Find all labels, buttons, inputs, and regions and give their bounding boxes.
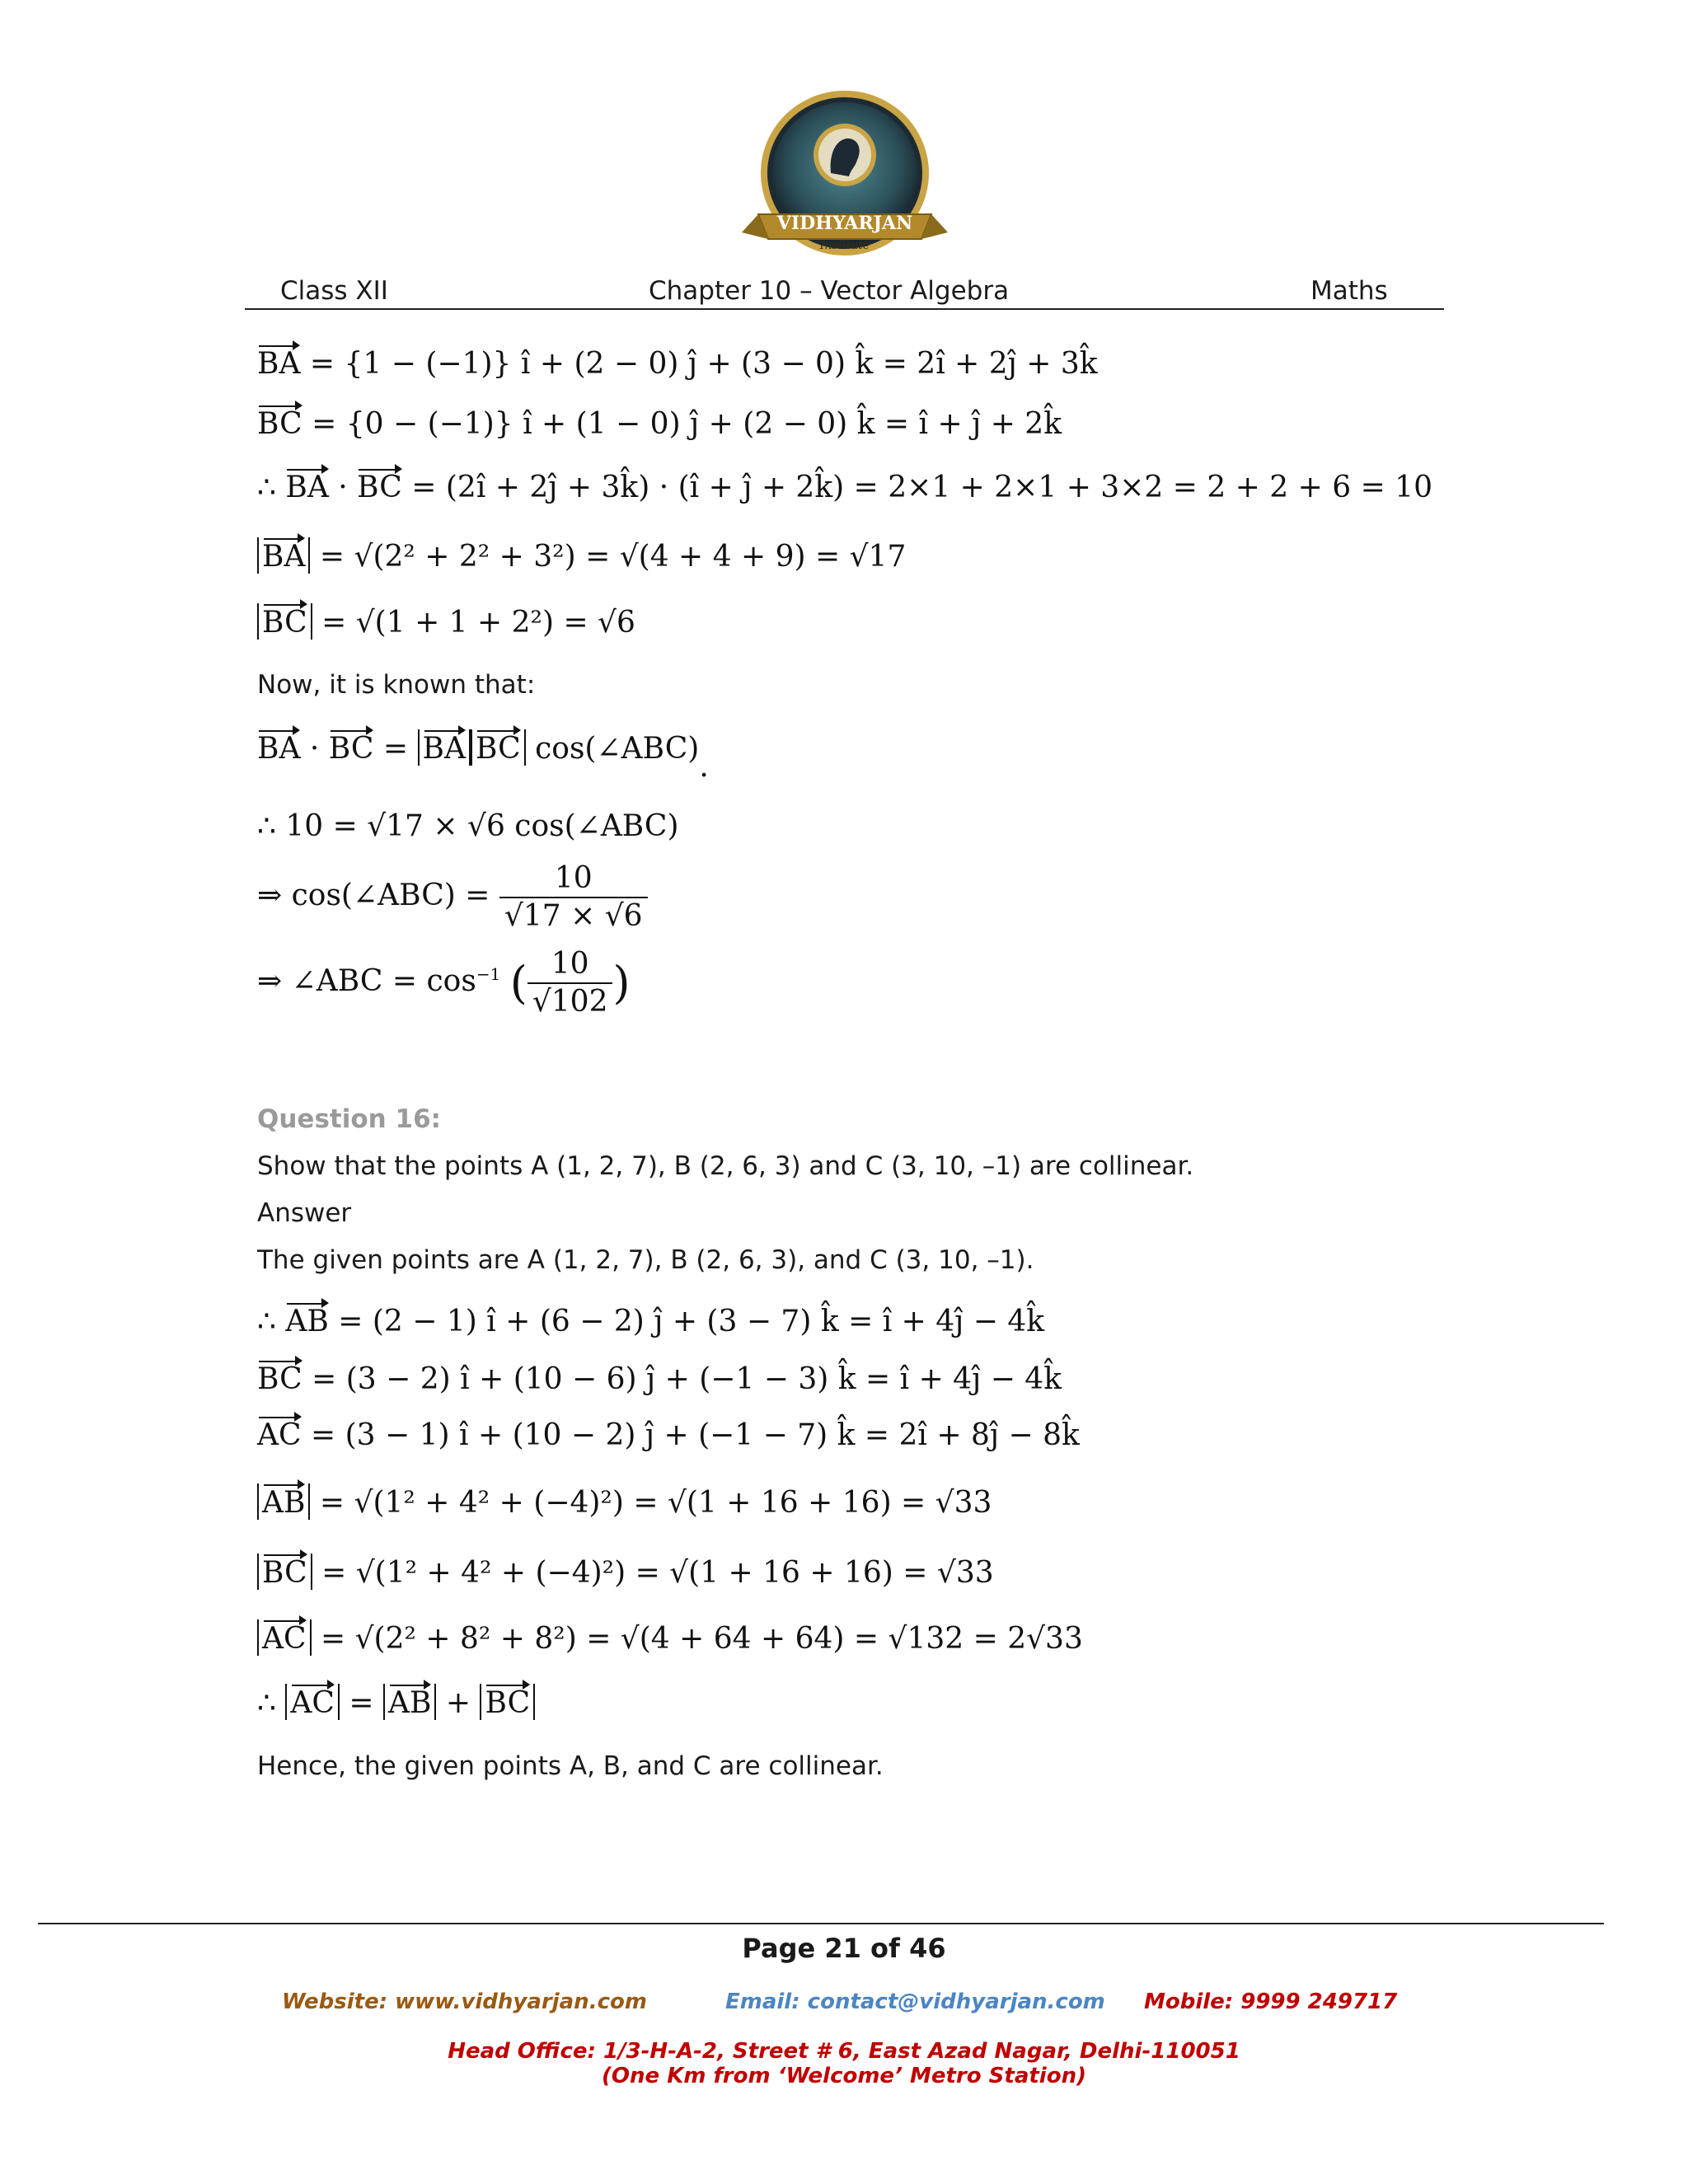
eq-cos-abc: ⇒ cos(∠ABC) = $\frac{10}{√17 \times √6}$ (257, 864, 648, 931)
footer-landmark: (One Km from ‘Welcome’ Metro Station) (602, 2064, 1086, 2088)
fraction-cos: $\frac{10}{√17 \times √6}$ (499, 864, 648, 931)
eq-magnitude-ac: AC = √(2² + 8² + 8²) = √(4 + 64 + 64) = √132 = 2√33 (257, 1619, 1083, 1656)
header-class: Class XII (280, 276, 388, 306)
eq-dot-product: ∴ BA · BC = (2î + 2ĵ + 3k̂) · (î + ĵ + 2k̂) = 2×1 + 2×1 + 3×2 = 2 + 2 + 6 = 10 (257, 471, 1432, 504)
fraction-angle: $\frac{10}{√102}$ (528, 949, 613, 1017)
eq-dot-formula: BA · BC = BA BC cos(∠ABC). (257, 729, 709, 766)
footer-website[interactable]: Website: www.vidhyarjan.com (282, 1990, 647, 2014)
header-divider (245, 308, 1444, 310)
eq-ac-components: AC = (3 − 1) î + (10 − 2) ĵ + (−1 − 7) k̂ = 2î + 8ĵ − 8k̂ (257, 1418, 1080, 1452)
logo-title: VIDHYARJAN (776, 213, 913, 234)
eq-magnitude-bc: BC = √(1 + 1 + 2²) = √6 (257, 603, 635, 640)
text-conclusion: Hence, the given points A, B, and C are collinear. (257, 1751, 884, 1781)
page-number: Page 21 of 46 (742, 1933, 946, 1964)
answer-label: Answer (257, 1198, 352, 1228)
footer-divider (38, 1923, 1604, 1924)
vidhyarjan-logo (725, 91, 964, 276)
text-given-points: The given points are A (1, 2, 7), B (2, 6, 3), and C (3, 10, –1). (257, 1245, 1034, 1275)
eq-magnitude-ab: AB = √(1² + 4² + (−4)²) = √(1 + 16 + 16) = √33 (257, 1483, 992, 1520)
question-16-heading: Question 16: (257, 1104, 442, 1134)
eq-angle-abc: ⇒ ∠ABC = $\cos^{-1}$ ( $\frac{10}{√102}$ ) (257, 947, 631, 1019)
header-subject: Maths (1311, 276, 1388, 306)
logo-subtitle: Institute (819, 239, 870, 252)
footer-email[interactable]: Email: contact@vidhyarjan.com (725, 1990, 1105, 2014)
question-16-text: Show that the points A (1, 2, 7), B (2, 6, 3) and C (3, 10, –1) are collinear. (257, 1151, 1194, 1181)
footer-head-office: Head Office: 1/3-H-A-2, Street # 6, East Azad Nagar, Delhi-110051 (448, 2039, 1240, 2064)
header-chapter: Chapter 10 – Vector Algebra (649, 276, 1010, 306)
eq-collinear-sum: ∴ AC = AB + BC (257, 1684, 535, 1720)
eq-bc-components: BC = {0 − (−1)} î + (1 − 0) ĵ + (2 − 0) k̂ = î + ĵ + 2k̂ (257, 407, 1062, 441)
eq-bc2-components: BC = (3 − 2) î + (10 − 6) ĵ + (−1 − 3) k̂ = î + 4ĵ − 4k̂ (257, 1362, 1062, 1396)
eq-magnitude-ba: BA = √(2² + 2² + 3²) = √(4 + 4 + 9) = √17 (257, 537, 906, 574)
footer-mobile: Mobile: 9999 249717 (1144, 1990, 1398, 2014)
eq-ab-components: ∴ AB = (2 − 1) î + (6 − 2) ĵ + (3 − 7) k̂ = î + 4ĵ − 4k̂ (257, 1305, 1045, 1338)
eq-magnitude-bc2: BC = √(1² + 4² + (−4)²) = √(1 + 16 + 16) = √33 (257, 1554, 994, 1590)
vector-bc: BC (257, 407, 302, 441)
eq-ten: ∴ 10 = √17 × √6 cos(∠ABC) (257, 809, 679, 843)
text-now-known: Now, it is known that: (257, 670, 536, 700)
eq-ba-components: BA = {1 − (−1)} î + (2 − 0) ĵ + (3 − 0) k̂ = 2î + 2ĵ + 3k̂ (257, 347, 1098, 381)
vector-ba: BA (257, 347, 301, 381)
